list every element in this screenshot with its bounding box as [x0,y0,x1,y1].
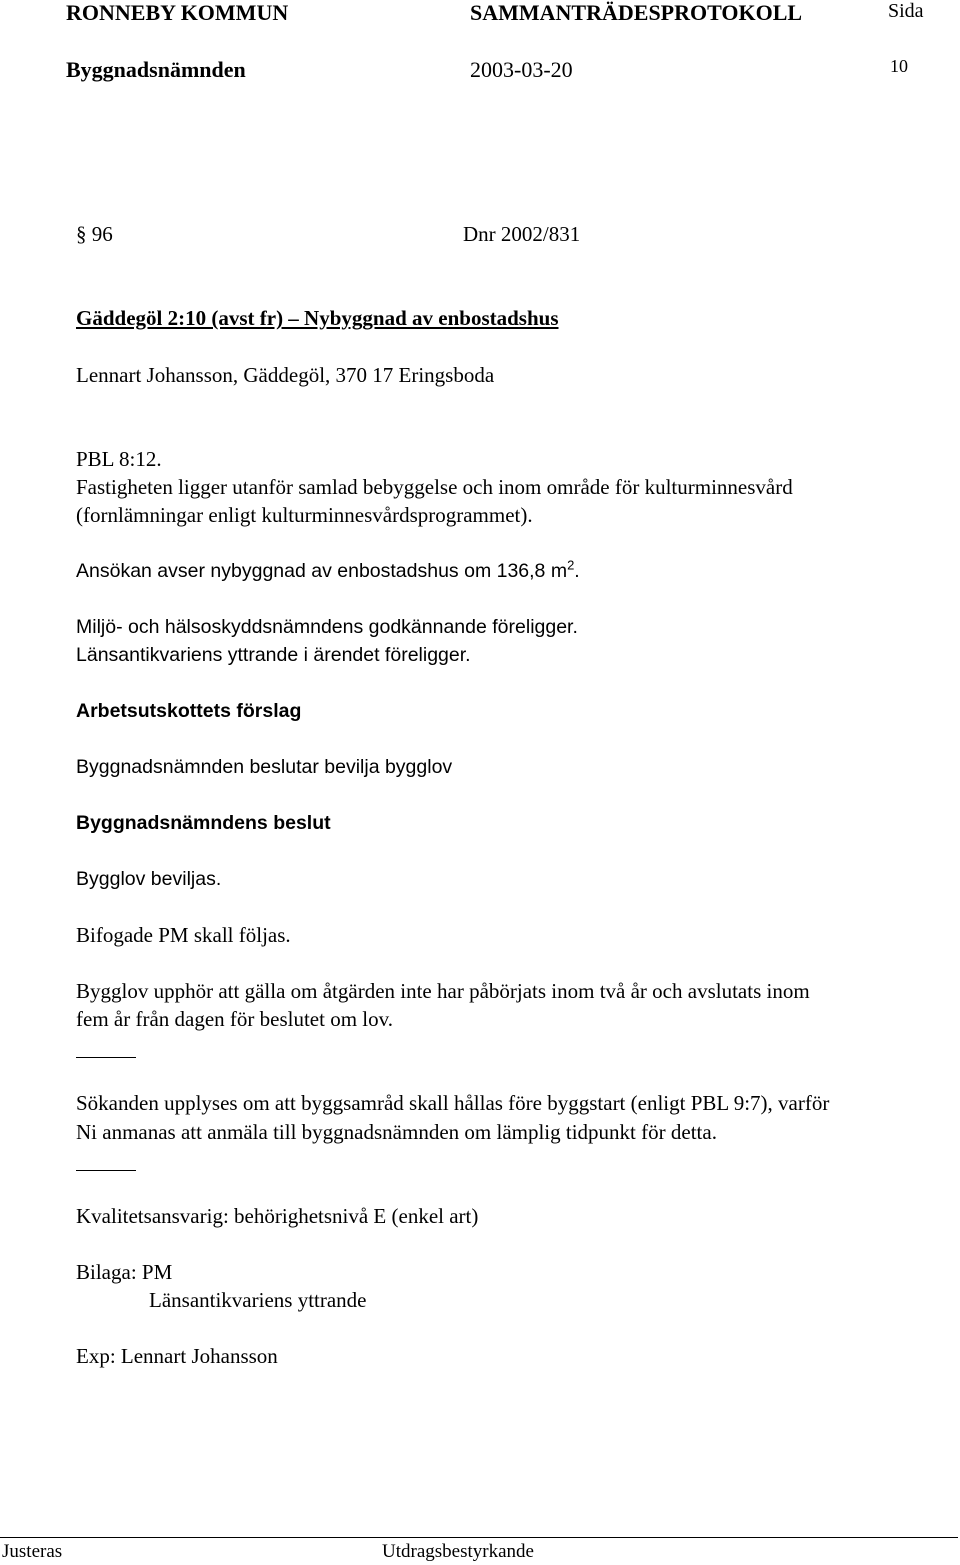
separator-rule [76,1057,136,1058]
application-main: Ansökan avser nybyggnad av enbostadshus om 136,8 m [76,560,568,582]
expedition: Exp: Lennart Johansson [76,1344,278,1368]
proposal-text: Byggnadsnämnden beslutar bevilja bygglov [76,756,453,778]
proposal-heading: Arbetsutskottets förslag [76,700,302,722]
notice-text-line2: Ni anmanas att anmäla till byggnadsnämnden om lämplig tidpunkt för detta. [76,1120,717,1144]
separator-rule [76,1170,136,1171]
attachment-label: Bilaga: PM [76,1260,173,1284]
expiry-text-line2: fem år från dagen för beslutet om lov. [76,1007,394,1031]
page-number: 10 [890,56,908,76]
notice-text-line1: Sökanden upplyses om att byggsamråd skall hållas före byggstart (enligt PBL 9:7), varför [76,1091,830,1115]
footer-certified-label: Utdragsbestyrkande [382,1541,534,1562]
footer-rule [0,1537,958,1538]
municipality: RONNEBY KOMMUN [66,0,289,25]
decision-heading: Byggnadsnämndens beslut [76,812,331,834]
application-end: . [574,560,580,582]
case-title: Gäddegöl 2:10 (avst fr) – Nybyggnad av enbostadshus [76,306,559,330]
page-label: Sida [888,0,924,22]
applicant: Lennart Johansson, Gäddegöl, 370 17 Eringsboda [76,363,495,387]
paragraph-number: § 96 [76,222,113,246]
meeting-date: 2003-03-20 [470,57,573,82]
attachment-item: Länsantikvariens yttrande [149,1288,367,1312]
expiry-text-line1: Bygglov upphör att gälla om åtgärden inte har påbörjats inom två år och avslutats inom [76,979,810,1003]
environment-approval: Miljö- och hälsoskyddsnämndens godkännande föreligger. [76,616,578,638]
location-text-line2: (fornlämningar enligt kulturminnesvårdsprogrammet). [76,503,533,527]
application-text [76,557,580,585]
location-text-line1: Fastigheten ligger utanför samlad bebyggelse och inom område för kulturminnesvård [76,475,793,499]
document-type: SAMMANTRÄDESPROTOKOLL [470,0,803,25]
pbl-reference: PBL 8:12. [76,447,162,471]
committee-name: Byggnadsnämnden [66,57,246,82]
quality-responsibility: Kvalitetsansvarig: behörighetsnivå E (enkel art) [76,1204,479,1228]
decision-item-2: Bifogade PM skall följas. [76,923,291,947]
diary-number: Dnr 2002/831 [463,222,581,246]
decision-item-1: Bygglov beviljas. [76,868,222,890]
antiquarian-statement: Länsantikvariens yttrande i ärendet föreligger. [76,644,471,666]
footer-checked-label: Justeras [2,1541,63,1562]
application-superscript: 2 [567,557,575,573]
